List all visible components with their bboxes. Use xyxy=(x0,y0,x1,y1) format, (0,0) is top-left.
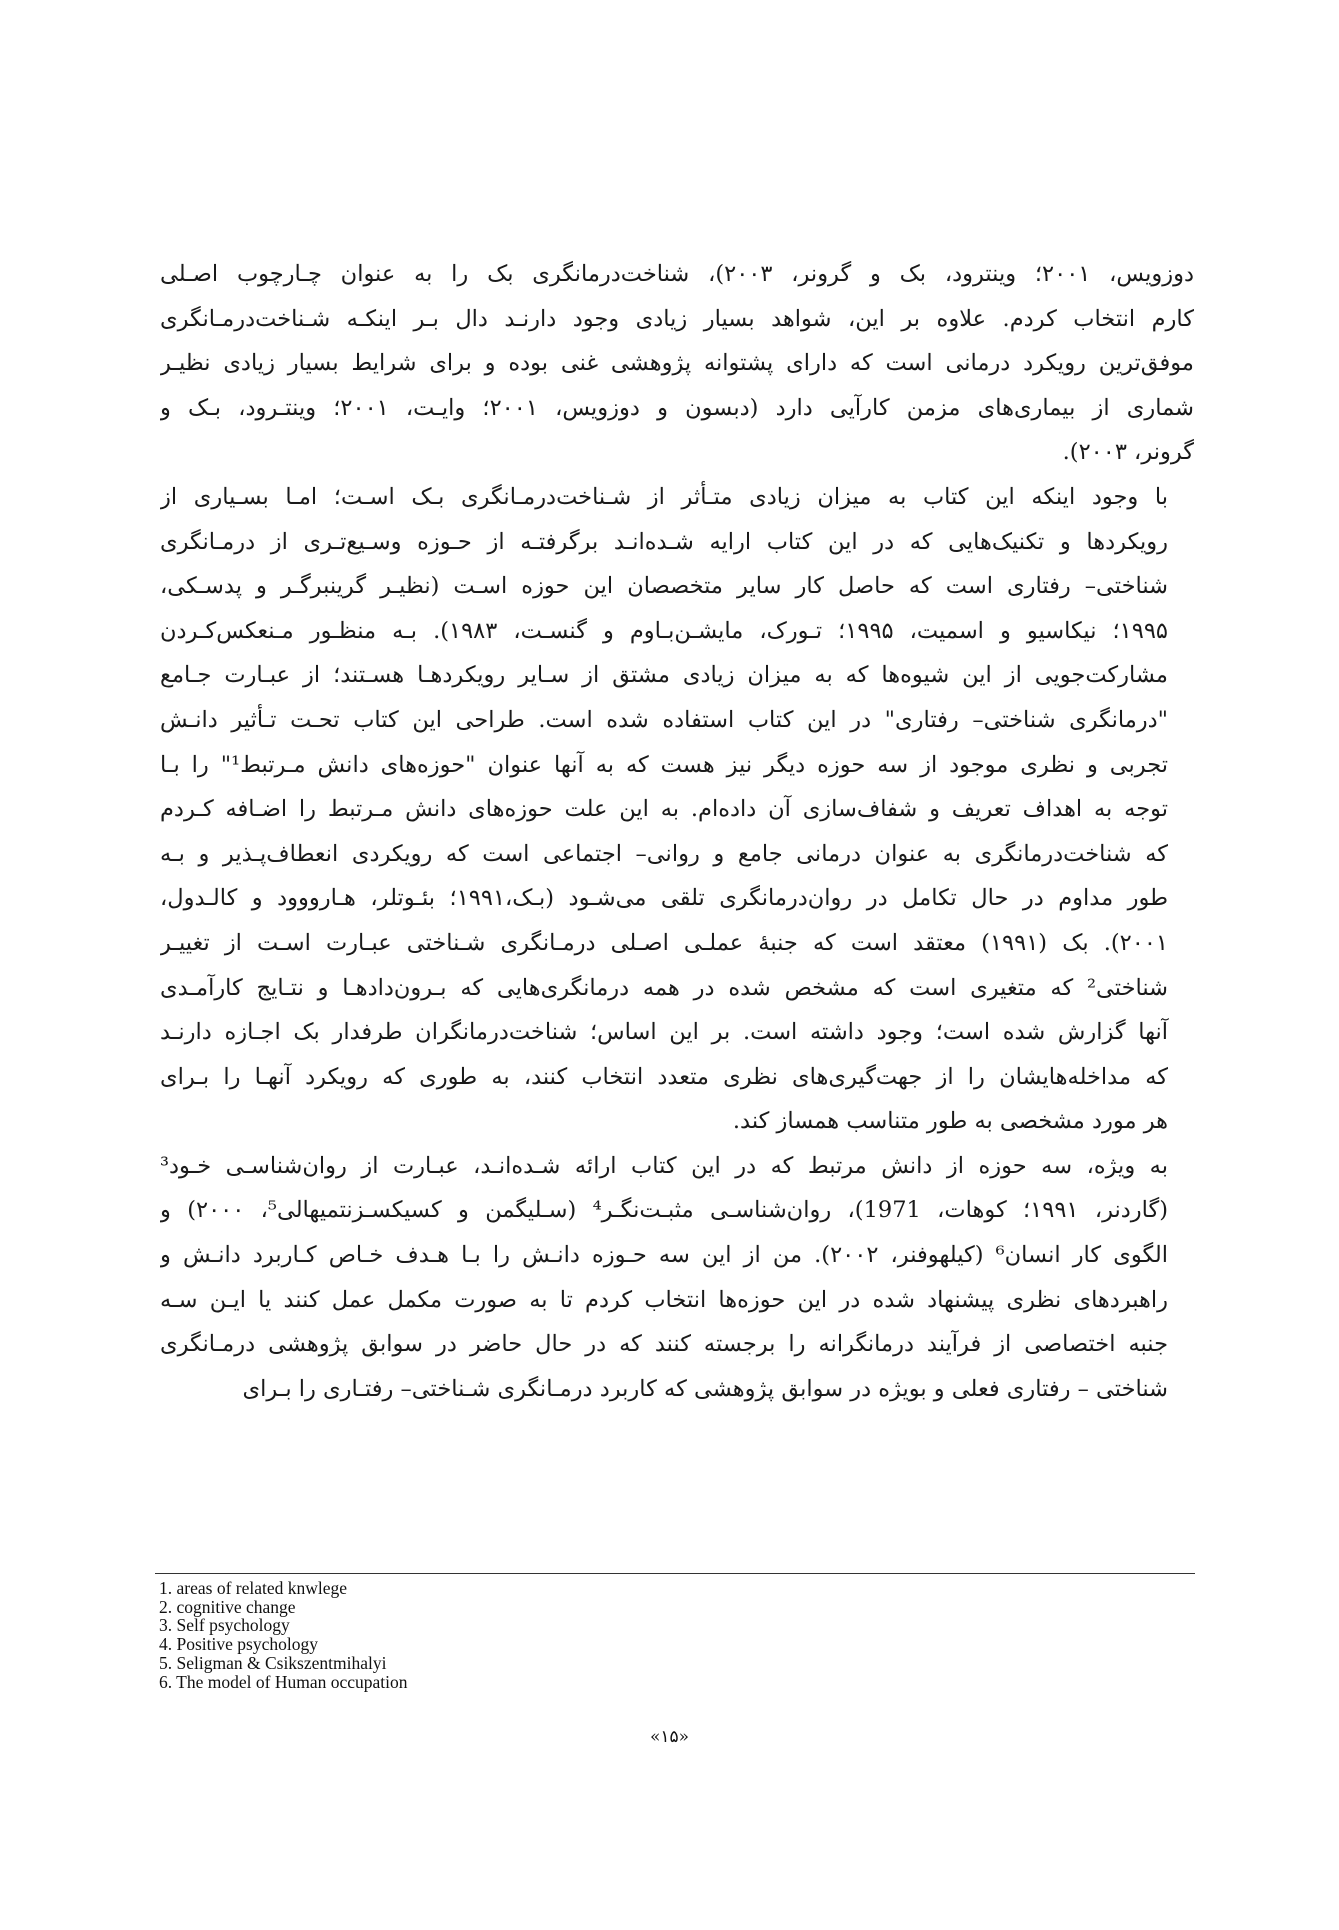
text-line: هر مورد مشخصی به طور متناسب همساز کند. xyxy=(732,1108,1168,1135)
text-line: جنبه اختصاصی از فرآیند درمانگرانه را برجسته کنند که در حال حاضر در سوابق پژوهشی درمـانگری xyxy=(160,1331,1168,1358)
text-line: توجه به اهداف تعریف و شفاف‌سازی آن داده‌ام. به این علت حوزه‌های دانش مـرتبط را اضـافه کـردم xyxy=(160,796,1168,823)
paragraph xyxy=(160,475,1194,1144)
text-line: ۲۰۰۱). بک (۱۹۹۱) معتقد است که جنبهٔ عملـی اصـلی درمـانگری شـناختی عبـارت اسـت از تغییـر xyxy=(160,929,1168,956)
text-line: که مداخله‌هایشان را از جهت‌گیری‌های نظری متعدد انتخاب کنند، به طوری که رویکرد آنهـا را بـرای xyxy=(160,1063,1168,1090)
body-text xyxy=(160,252,1194,1411)
text-line: گرونر، ۲۰۰۳). xyxy=(1062,439,1194,466)
text-line: رویکردها و تکنیک‌هایی که در این کتاب ارایه شـده‌انـد برگرفتـه از حـوزه وسـیع‌تـری از درمـانگری xyxy=(160,528,1168,555)
text-line: ۱۹۹۵؛ نیکاسیو و اسمیت، ۱۹۹۵؛ تـورک، مایشـن‌بـاوم و گنسـت، ۱۹۸۳). بـه منظـور مـنعکس‌کـردن xyxy=(160,617,1168,644)
paragraph xyxy=(160,252,1194,475)
text-line: راهبردهای نظری پیشنهاد شده در این حوزه‌ها انتخاب کردم تا به صورت مکمل عمل کنند یا ایـن سـه xyxy=(160,1286,1168,1313)
footnote-item: 4. Positive psychology xyxy=(159,1634,318,1655)
footnote-divider xyxy=(155,1573,1195,1574)
footnote-item: 3. Self psychology xyxy=(159,1615,290,1636)
text-line: آنها گزارش شده است؛ وجود داشته است. بر این اساس؛ شناخت‌درمانگران طرفدار بک اجـازه دارنـد xyxy=(160,1019,1168,1046)
text-line: شماری از بیماری‌های مزمن کارآیی دارد (دبسون و دوزویس، ۲۰۰۱؛ وایـت، ۲۰۰۱؛ وینتـرود، بـک و xyxy=(160,394,1194,421)
text-line: تجربی و نظری موجود از سه حوزه دیگر نیز هست که به آنها عنوان "حوزه‌های دانش مـرتبط¹" را بـا xyxy=(160,751,1168,778)
text-line: "درمانگری شناختی– رفتاری" در این کتاب استفاده شده است. طراحی این کتاب تحـت تـأثیر دانـش xyxy=(160,706,1168,733)
text-line: الگوی کار انسان⁶ (کیلهوفنر، ۲۰۰۲). من از این سه حـوزه دانـش را بـا هـدف خـاص کـاربرد دانـش و xyxy=(160,1242,1168,1269)
paragraph xyxy=(160,1144,1194,1412)
text-line: دوزویس، ۲۰۰۱؛ وینترود، بک و گرونر، ۲۰۰۳)، شناخت‌درمانگری بک را به عنوان چـارچوب اصـلی xyxy=(160,261,1194,287)
text-line: به ویژه، سه حوزه از دانش مرتبط که در این کتاب ارائه شـده‌انـد، عبـارت از روان‌شناسـی خـود³ xyxy=(160,1152,1168,1179)
text-line: مشارکت‌جویی از این شیوه‌ها که به میزان زیادی مشتق از سـایر رویکردهـا هسـتند؛ از عبـارت جـامع xyxy=(160,662,1168,689)
text-line: شناختی² که متغیری است که مشخص شده در همه درمانگری‌هایی که بـرون‌دادهـا و نتـایج کارآمـدی xyxy=(160,974,1168,1001)
text-line: کارم انتخاب کردم. علاوه بر این، شواهد بسیار زیادی وجود دارنـد دال بـر اینکـه شـناخت‌درمـانگری xyxy=(160,305,1194,332)
text-line: موفق‌ترین رویکرد درمانی است که دارای پشتوانه پژوهشی غنی بوده و برای شرایط بسیار زیادی نظیـر xyxy=(160,350,1194,377)
footnote-item: 5. Seligman & Csikszentmihalyi xyxy=(159,1652,387,1673)
text-line: (گاردنر، ۱۹۹۱؛ کوهات، 1971)، روان‌شناسـی مثبـت‌نگـر⁴ (سـلیگمن و کسیکسـزنتمیهالی⁵، ۲۰۰۰) و xyxy=(160,1197,1169,1224)
page-number: «۱۵» xyxy=(649,1727,690,1747)
footnote-item: 2. cognitive change xyxy=(159,1596,296,1617)
text-line: که شناخت‌درمانگری به عنوان درمانی جامع و روانی– اجتماعی است که رویکردی انعطاف‌پـذیر و بـه xyxy=(160,840,1168,867)
text-line: با وجود اینکه این کتاب به میزان زیادی متـأثر از شـناخت‌درمـانگری بـک اسـت؛ امـا بسـیاری از xyxy=(160,483,1168,510)
text-line: طور مداوم در حال تکامل در روان‌درمانگری تلقی می‌شـود (بـک،۱۹۹۱؛ بئـوتلر، هـارووود و کالـدول، xyxy=(160,885,1168,912)
text-line: شناختی – رفتاری فعلی و بویژه در سوابق پژوهشی که کاربرد درمـانگری شـناختی– رفتـاری را بـرای xyxy=(242,1375,1168,1402)
footnotes xyxy=(159,1579,859,1691)
footnote-item: 6. The model of Human occupation xyxy=(159,1671,408,1692)
text-line: شناختی– رفتاری است که حاصل کار سایر متخصصان این حوزه اسـت (نظیـر گرینبرگـر و پدسـکی، xyxy=(160,573,1168,600)
footnote-item: 1. areas of related knwlege xyxy=(159,1578,348,1598)
